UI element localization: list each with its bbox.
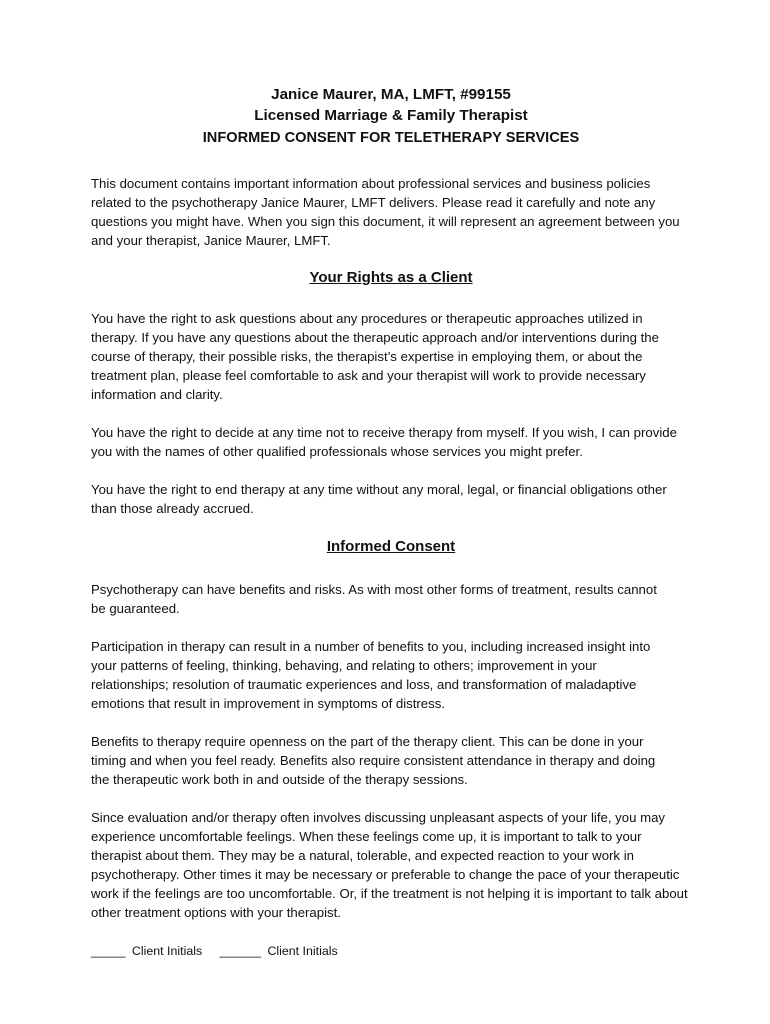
- rights-paragraph-3: You have the right to end therapy at any time without any moral, legal, or financial obligations other than those already accrued.: [91, 482, 667, 516]
- consent-heading: Informed Consent: [326, 538, 456, 555]
- therapist-credential: Licensed Marriage & Family Therapist: [254, 107, 528, 124]
- client-initials-row: [91, 942, 338, 960]
- intro-paragraph: This document contains important information about professional services and business policies related to the psychotherapy Janice Maurer, LMFT delivers. Please read it carefully and note any questions you might have. When you sign this document, it will represent an agreement between you and your therapist, Janice Maurer, LMFT.: [91, 176, 680, 248]
- initials-blank-1[interactable]: _____: [91, 944, 126, 958]
- consent-paragraph-3: Benefits to therapy require openness on the part of the therapy client. This can be done in your timing and when you feel ready. Benefits also require consistent attendance in therapy and doing the therapeutic work both in and outside of the therapy sessions.: [91, 734, 656, 787]
- consent-paragraph-2: Participation in therapy can result in a number of benefits to you, including increased insight into your patterns of feeling, thinking, behaving, and relating to others; improvement in your relationships; resolution of traumatic experiences and loss, and transformation of maladaptive emotions that result in improvement in symptoms of distress.: [91, 639, 651, 711]
- consent-paragraph-1: Psychotherapy can have benefits and risks. As with most other forms of treatment, results cannot be guaranteed.: [91, 582, 657, 616]
- rights-paragraph-1: You have the right to ask questions about any procedures or therapeutic approaches utilized in therapy. If you have any questions about the therapeutic approach and/or interventions during the course of therapy, their possible risks, the therapist’s expertise in employing them, or about the treatment plan, please feel comfortable to ask and your therapist will work to provide necessary information and clarity.: [91, 311, 659, 402]
- rights-paragraph-2: You have the right to decide at any time not to receive therapy from myself. If you wish, I can provide you with the names of other qualified professionals whose services you might prefer.: [91, 425, 677, 459]
- initials-label-2: Client Initials: [267, 944, 338, 958]
- rights-heading: Your Rights as a Client: [309, 269, 473, 286]
- consent-paragraph-4: Since evaluation and/or therapy often involves discussing unpleasant aspects of your life, you may experience uncomfortable feelings. When these feelings come up, it is important to talk to your therapist about them. They may be a natural, tolerable, and expected reaction to your work in psychotherapy. Other times it may be necessary or preferable to change the pace of your therapeutic work if the feelings are too uncomfortable. Or, if the treatment is not helping it is important to talk about other treatment options with your therapist.: [91, 810, 688, 920]
- document-title: INFORMED CONSENT FOR TELETHERAPY SERVICES: [202, 130, 580, 146]
- therapist-name: Janice Maurer, MA, LMFT, #99155: [271, 86, 511, 103]
- initials-label-1: Client Initials: [131, 944, 203, 958]
- initials-blank-2[interactable]: ______: [219, 944, 261, 958]
